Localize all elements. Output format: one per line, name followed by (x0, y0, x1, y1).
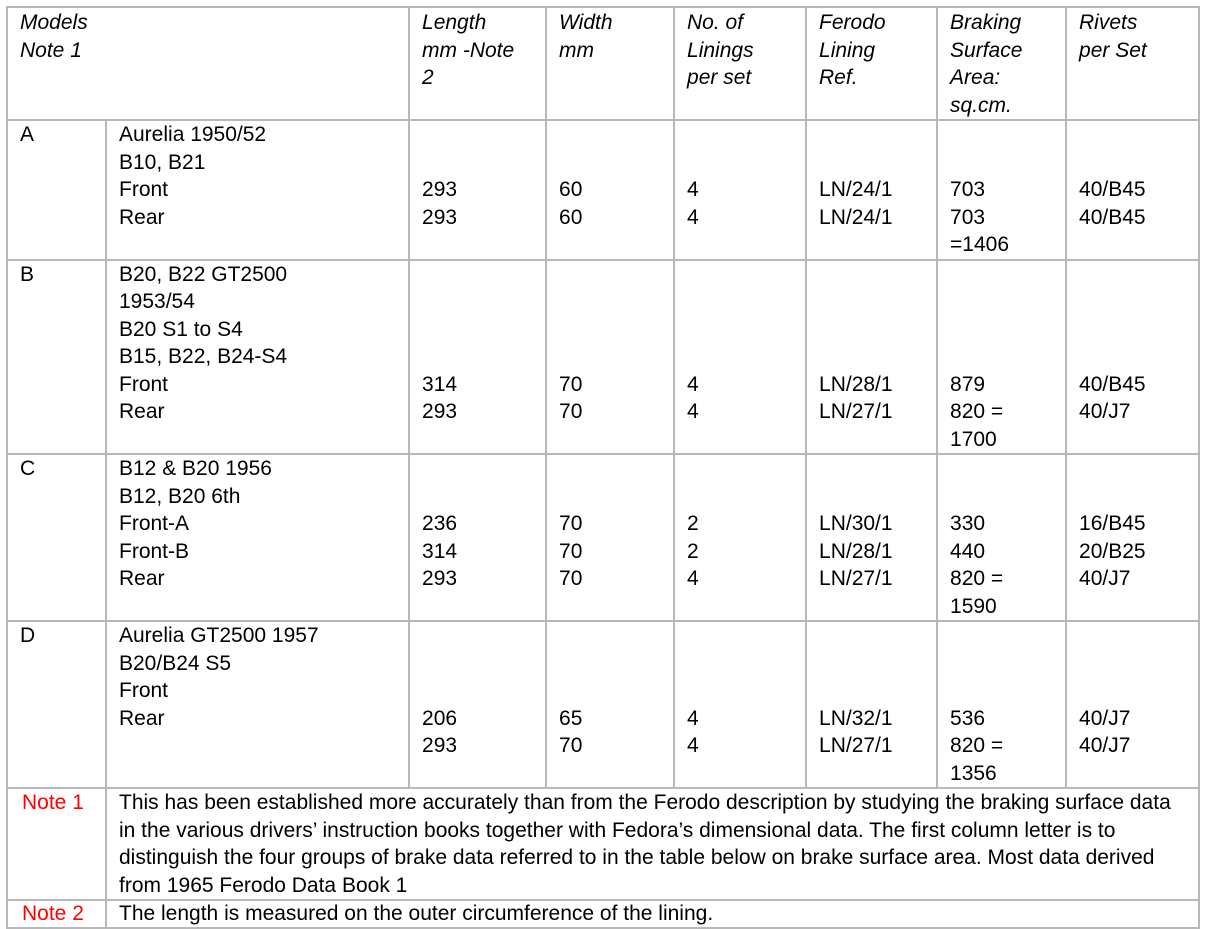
width-cell: 60 60 (546, 120, 674, 260)
linings-cell: 2 2 4 (674, 454, 806, 621)
models-cell: Aurelia GT2500 1957 B20/B24 S5 Front Rear (106, 621, 409, 788)
linings-cell: 4 4 (674, 260, 806, 455)
width-cell: 70 70 70 (546, 454, 674, 621)
header-row (7, 7, 1199, 120)
ferodo-ref-cell: LN/24/1 LN/24/1 (806, 120, 937, 260)
header-width: Width mm (546, 7, 674, 120)
header-length: Length mm -Note 2 (409, 7, 546, 120)
ferodo-ref-cell: LN/30/1 LN/28/1 LN/27/1 (806, 454, 937, 621)
braking-area-cell: 879 820 = 1700 (937, 260, 1066, 455)
models-cell: B12 & B20 1956 B12, B20 6th Front-A Front-B Rear (106, 454, 409, 621)
note-label: Note 2 (7, 900, 106, 928)
models-cell: B20, B22 GT2500 1953/54 B20 S1 to S4 B15, B22, B24-S4 Front Rear (106, 260, 409, 455)
braking-area-cell: 536 820 = 1356 (937, 621, 1066, 788)
header-models: Models Note 1 (7, 7, 409, 120)
group-letter: B (7, 260, 106, 455)
group-letter: D (7, 621, 106, 788)
models-cell: Aurelia 1950/52 B10, B21 Front Rear (106, 120, 409, 260)
note-row-2 (7, 900, 1199, 928)
linings-cell: 4 4 (674, 621, 806, 788)
ferodo-ref-cell: LN/32/1 LN/27/1 (806, 621, 937, 788)
note-text: This has been established more accurately than from the Ferodo description by studying the braking surface data in the various drivers’ instruction books together with Fedora’s dimensional data. The first column letter is to distinguish the four groups of brake data referred to in the table below on brake surface area. Most data derived from 1965 Ferodo Data Book 1 (106, 788, 1199, 900)
group-letter: A (7, 120, 106, 260)
width-cell: 65 70 (546, 621, 674, 788)
braking-area-cell: 330 440 820 = 1590 (937, 454, 1066, 621)
note-text: The length is measured on the outer circumference of the lining. (106, 900, 1199, 928)
header-linings: No. of Linings per set (674, 7, 806, 120)
length-cell: 236 314 293 (409, 454, 546, 621)
table-row-group-a (7, 120, 1199, 260)
table-row-group-b (7, 260, 1199, 455)
braking-area-cell: 703 703 =1406 (937, 120, 1066, 260)
ferodo-ref-cell: LN/28/1 LN/27/1 (806, 260, 937, 455)
header-ferodo-ref: Ferodo Lining Ref. (806, 7, 937, 120)
table-row-group-d (7, 621, 1199, 788)
rivets-cell: 40/B45 40/J7 (1066, 260, 1199, 455)
width-cell: 70 70 (546, 260, 674, 455)
brake-lining-table (6, 6, 1200, 929)
note-row-1 (7, 788, 1199, 900)
rivets-cell: 16/B45 20/B25 40/J7 (1066, 454, 1199, 621)
group-letter: C (7, 454, 106, 621)
rivets-cell: 40/B45 40/B45 (1066, 120, 1199, 260)
length-cell: 293 293 (409, 120, 546, 260)
length-cell: 206 293 (409, 621, 546, 788)
length-cell: 314 293 (409, 260, 546, 455)
rivets-cell: 40/J7 40/J7 (1066, 621, 1199, 788)
linings-cell: 4 4 (674, 120, 806, 260)
header-braking-area: Braking Surface Area: sq.cm. (937, 7, 1066, 120)
table-row-group-c (7, 454, 1199, 621)
note-label: Note 1 (7, 788, 106, 900)
header-rivets: Rivets per Set (1066, 7, 1199, 120)
